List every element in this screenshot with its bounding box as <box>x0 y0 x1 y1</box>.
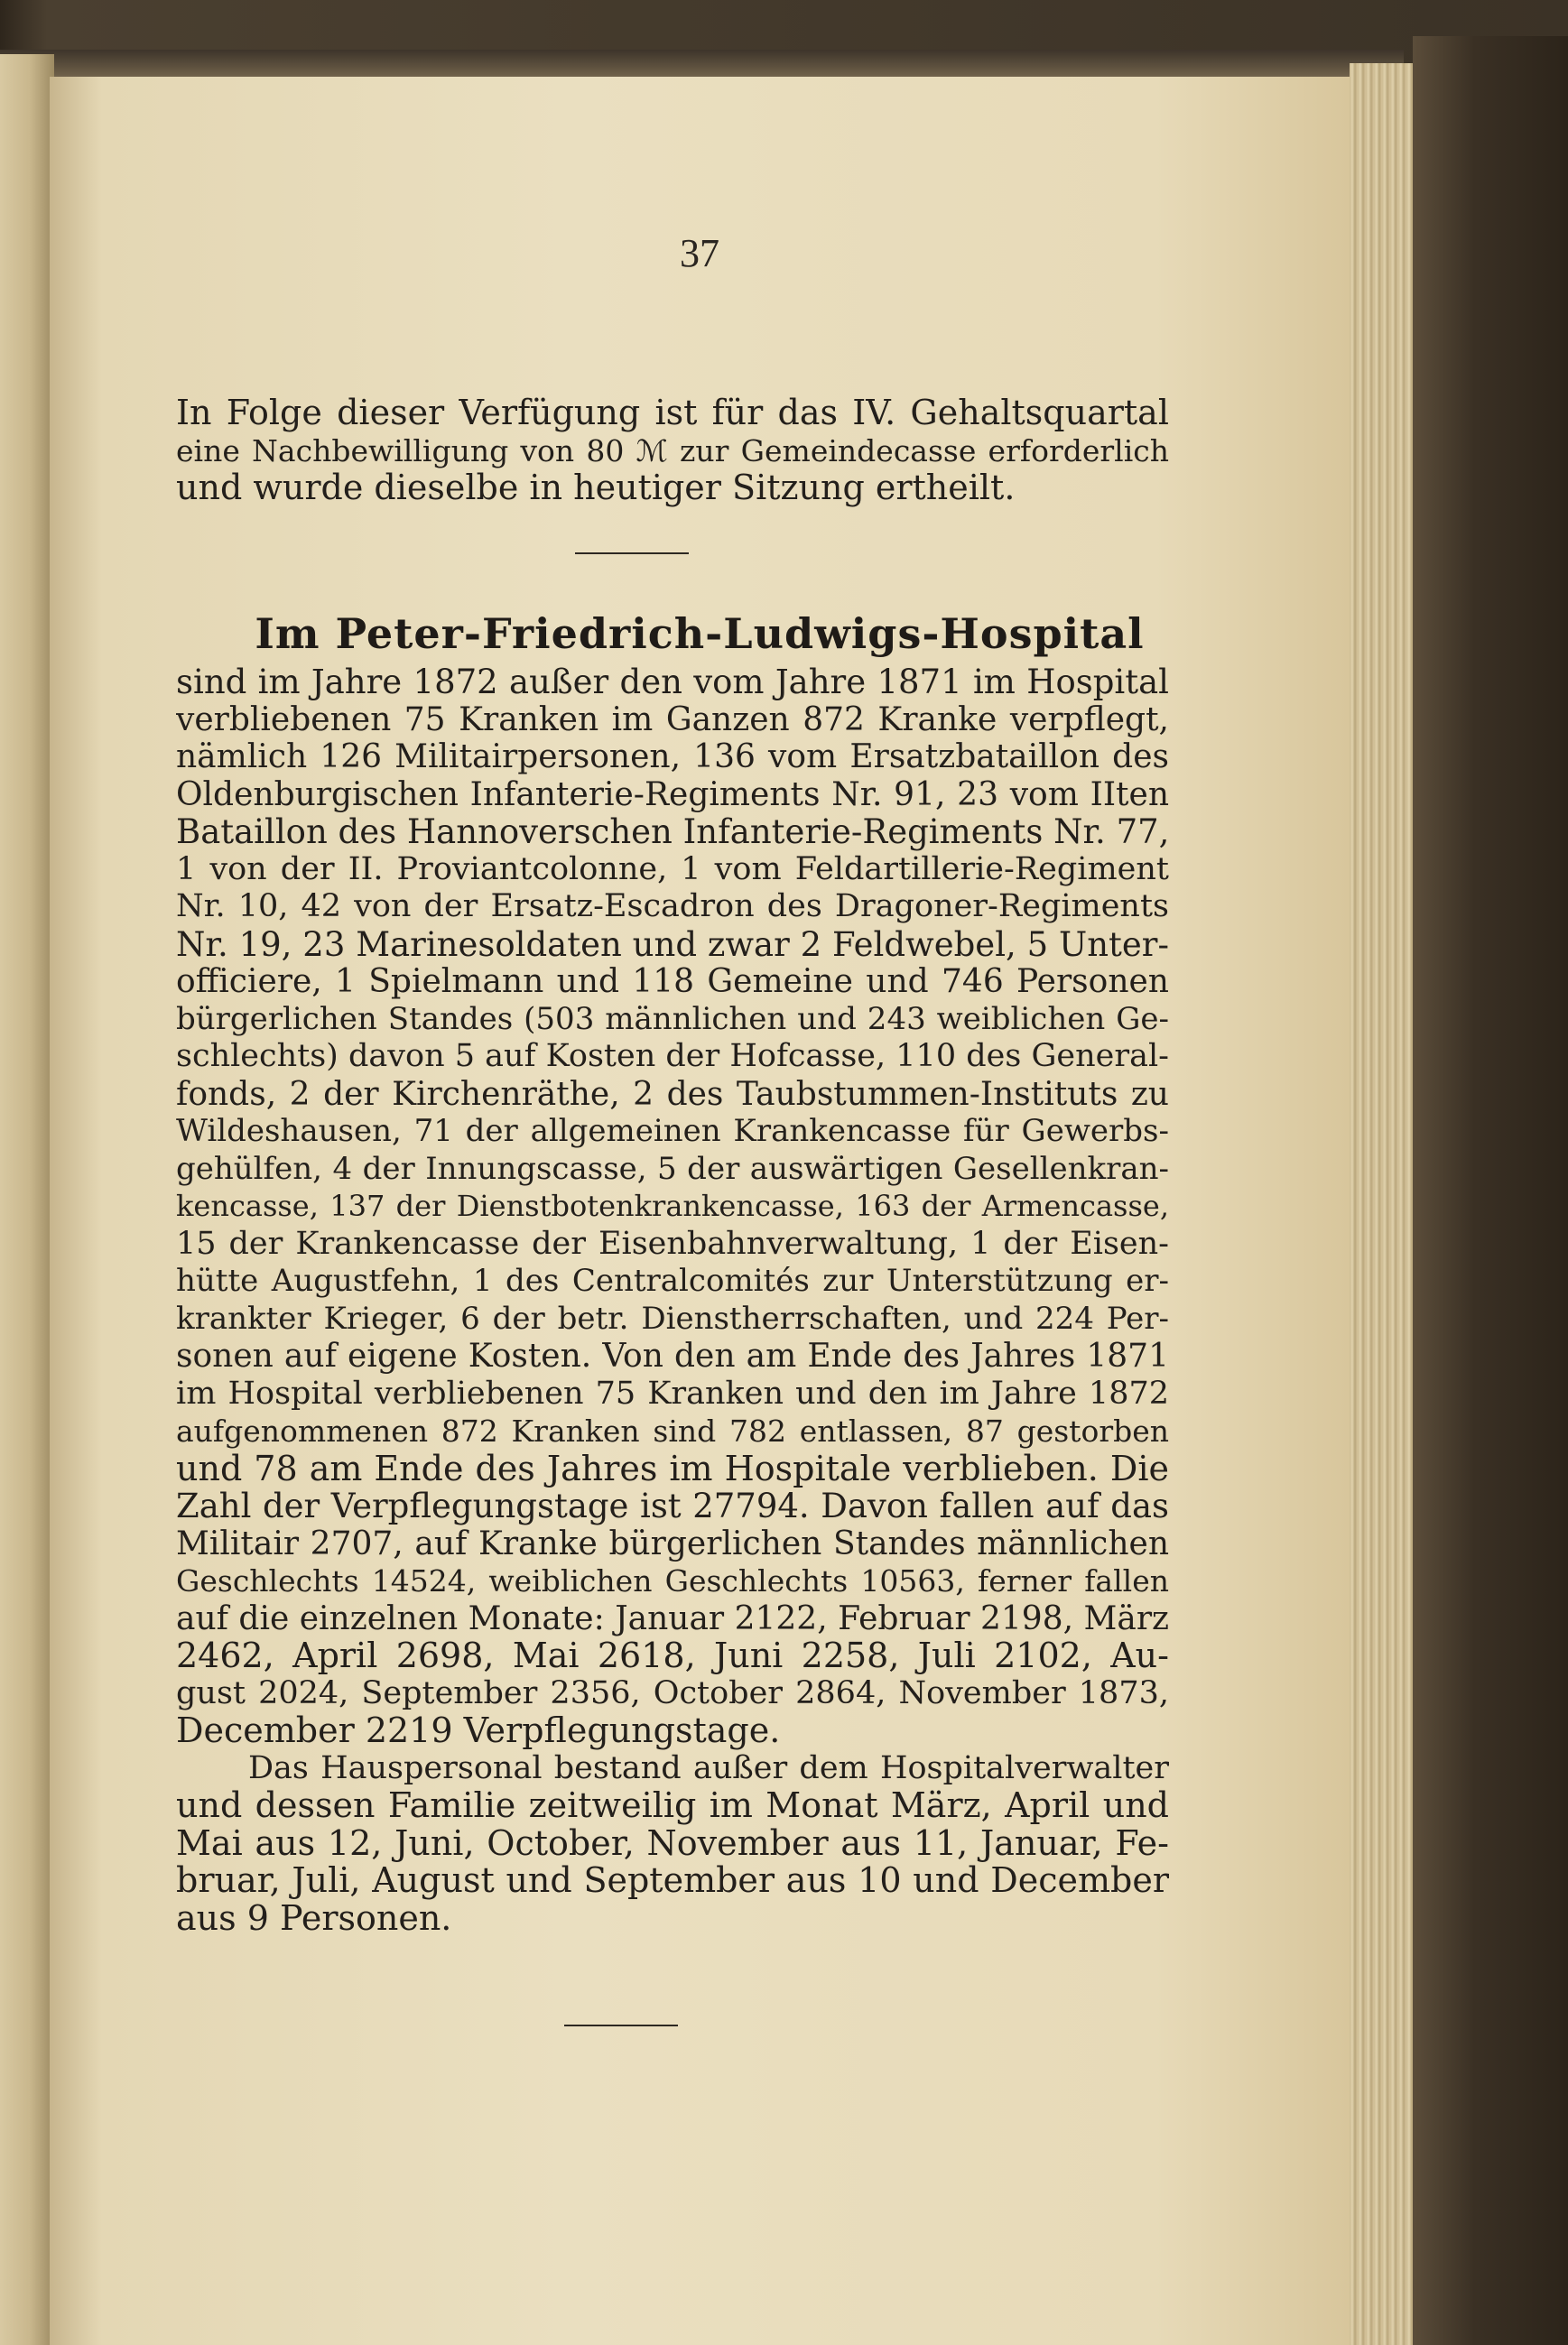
text-line: 2462, April 2698, Mai 2618, Juni 2258, Juli 2102, Au- <box>176 1637 1169 1675</box>
text-line: auf die einzelnen Monate: Januar 2122, Februar 2198, März <box>176 1599 1169 1637</box>
page-sheet <box>50 77 1350 2345</box>
end-divider <box>564 2025 678 2026</box>
text-line: verbliebenen 75 Kranken im Ganzen 872 Kranke verpflegt, <box>176 700 1169 738</box>
text-line: 15 der Krankencasse der Eisenbahnverwaltung, 1 der Eisen- <box>176 1225 1169 1262</box>
book-cover-edge <box>1413 36 1568 2345</box>
text-line: Oldenburgischen Infanterie-Regiments Nr. 91, 23 vom IIten <box>176 775 1169 813</box>
page-number: 37 <box>680 231 719 275</box>
text-line: schlechts) davon 5 auf Kosten der Hofcasse, 110 des General- <box>176 1038 1169 1074</box>
text-line: sind im Jahre 1872 außer den vom Jahre 1871 im Hospital <box>176 663 1169 701</box>
text-line: und 78 am Ende des Jahres im Hospitale verblieben. Die <box>176 1450 1169 1488</box>
text-line: eine Nachbewilligung von 80 ℳ zur Gemeindecasse erforderlich <box>176 432 1169 468</box>
text-line: Geschlechts 14524, weiblichen Geschlechts 10563, ferner fallen <box>176 1563 1169 1599</box>
text-line: Nr. 10, 42 von der Ersatz-Escadron des Dragoner-Regiments <box>176 888 1169 924</box>
hospital-report-paragraph <box>176 663 1169 1937</box>
text-line: Mai aus 12, Juni, October, November aus 11, Januar, Fe- <box>176 1824 1169 1862</box>
text-line: nämlich 126 Militairpersonen, 136 vom Ersatzbataillon des <box>176 738 1169 775</box>
text-line: In Folge dieser Verfügung ist für das IV. Gehaltsquartal <box>176 394 1169 432</box>
text-line: Bataillon des Hannoverschen Infanterie-Regiments Nr. 77, <box>176 813 1169 851</box>
text-line: und dessen Familie zeitweilig im Monat März, April und <box>176 1787 1169 1825</box>
text-line: gust 2024, September 2356, October 2864, November 1873, <box>176 1674 1169 1711</box>
text-line: gehülfen, 4 der Innungscasse, 5 der auswärtigen Gesellenkran- <box>176 1150 1169 1187</box>
section-heading: Im Peter-Friedrich-Ludwigs-Hospital <box>255 609 1145 658</box>
text-line: 1 von der II. Proviantcolonne, 1 vom Feldartillerie-Regiment <box>176 850 1169 887</box>
text-line: Nr. 19, 23 Marinesoldaten und zwar 2 Feldwebel, 5 Unter- <box>176 925 1169 963</box>
previous-page-edge <box>0 54 54 2345</box>
text-line: officiere, 1 Spielmann und 118 Gemeine und 746 Personen <box>176 963 1169 1000</box>
text-line: Wildeshausen, 71 der allgemeinen Krankencasse für Gewerbs- <box>176 1113 1169 1149</box>
text-line: kencasse, 137 der Dienstbotenkrankencasse, 163 der Armencasse, <box>176 1189 1169 1223</box>
text-line: Militair 2707, auf Kranke bürgerlichen Standes männlichen <box>176 1525 1169 1562</box>
text-line: im Hospital verbliebenen 75 Kranken und den im Jahre 1872 <box>176 1375 1169 1412</box>
page-stack-edges <box>1350 63 1413 2345</box>
text-line: fonds, 2 der Kirchenräthe, 2 des Taubstummen-Instituts zu <box>176 1075 1169 1113</box>
text-line: bürgerlichen Standes (503 männlichen und 243 weiblichen Ge- <box>176 1000 1169 1037</box>
section-divider <box>575 552 689 554</box>
text-line: krankter Krieger, 6 der betr. Dienstherrschaften, und 224 Per- <box>176 1300 1169 1337</box>
text-line: aus 9 Personen. <box>176 1899 452 1937</box>
text-line: December 2219 Verpflegungstage. <box>176 1712 781 1750</box>
text-line: bruar, Juli, August und September aus 10 und December <box>176 1862 1169 1900</box>
text-line: Zahl der Verpflegungstage ist 27794. Davon fallen auf das <box>176 1488 1169 1525</box>
text-line: sonen auf eigene Kosten. Von den am Ende des Jahres 1871 <box>176 1338 1169 1375</box>
intro-paragraph <box>176 394 1169 507</box>
text-line: Das Hauspersonal bestand außer dem Hospitalverwalter <box>248 1749 1169 1786</box>
text-line: aufgenommenen 872 Kranken sind 782 entlassen, 87 gestorben <box>176 1413 1169 1449</box>
text-line: hütte Augustfehn, 1 des Centralcomités zur Unterstützung er- <box>176 1263 1169 1299</box>
text-line: und wurde dieselbe in heutiger Sitzung ertheilt. <box>176 469 1016 507</box>
